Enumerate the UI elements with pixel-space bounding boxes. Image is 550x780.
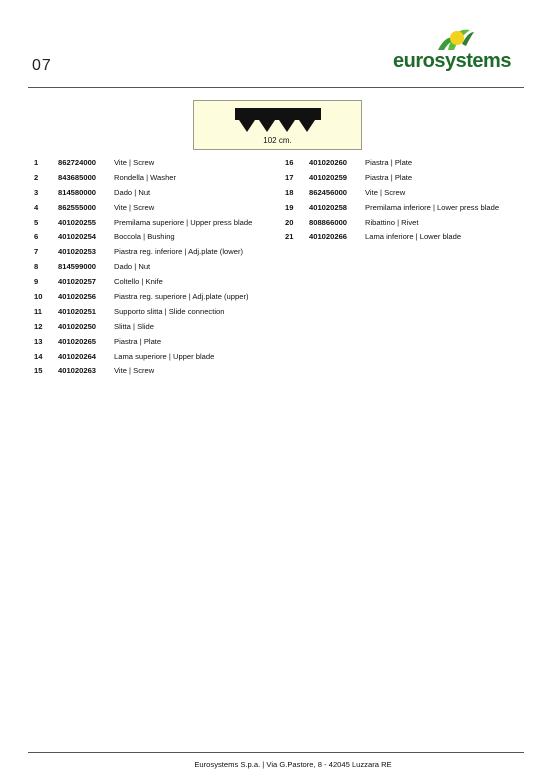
part-num: 18 [285,187,294,197]
part-code: 401020266 [309,232,348,242]
part-desc: Lama inferiore | Lower blade [365,232,462,242]
part-code: 401020251 [58,306,97,316]
part-code: 814580000 [58,187,97,197]
part-desc: Vite | Screw [114,366,155,376]
part-desc: Premilama superiore | Upper press blade [114,217,253,227]
part-num: 21 [285,232,294,242]
company-address: Eurosystems S.p.a. | Via G.Pastore, 8 - 42045 Luzzara RE [194,760,392,769]
part-num: 3 [34,187,39,197]
part-code: 401020260 [309,158,348,167]
blade-teeth-icon [235,108,321,134]
part-num: 12 [34,321,43,331]
part-code: 862555000 [58,202,97,212]
part-desc: Piastra reg. inferiore | Adj.plate (lower) [114,247,244,257]
part-num: 17 [285,172,294,182]
part-num: 2 [34,172,39,182]
part-desc: Dado | Nut [114,187,151,197]
part-desc: Piastra | Plate [114,336,162,346]
part-desc: Slitta | Slide [114,321,154,331]
part-code: 808866000 [309,217,348,227]
page-number: 07 [32,57,52,74]
part-code: 401020265 [58,336,97,346]
header-divider [28,87,524,88]
part-code: 843685000 [58,172,97,182]
part-num: 1 [34,158,39,167]
part-desc: Piastra | Plate [365,158,413,167]
blade-width-caption: 102 cm. [263,136,292,145]
part-desc: Vite | Screw [114,202,155,212]
logo-leaf-icon [436,24,476,52]
part-code: 401020259 [309,172,348,182]
part-desc: Premilama inferiore | Lower press blade [365,202,500,212]
part-code: 401020264 [58,351,97,361]
part-num: 4 [34,202,39,212]
part-num: 10 [34,292,43,302]
part-code: 401020250 [58,321,97,331]
part-num: 8 [34,262,39,272]
part-num: 5 [34,217,39,227]
logo-text: eurosystems [393,50,511,72]
part-code: 401020255 [58,217,97,227]
footer-divider [28,752,524,753]
part-desc: Dado | Nut [114,262,151,272]
part-num: 6 [34,232,39,242]
part-desc: Supporto slitta | Slide connection [114,306,225,316]
part-desc: Piastra reg. superiore | Adj.plate (upper) [114,292,249,302]
part-code: 814599000 [58,262,97,272]
part-num: 11 [34,306,43,316]
part-code: 862724000 [58,158,97,167]
part-desc: Vite | Screw [114,158,155,167]
part-num: 20 [285,217,294,227]
part-num: 19 [285,202,294,212]
part-code: 401020263 [58,366,97,376]
part-code: 401020257 [58,277,97,287]
eurosystems-logo [378,24,526,74]
part-code: 401020256 [58,292,97,302]
part-code: 401020254 [58,232,97,242]
part-num: 15 [34,366,43,376]
part-desc: Coltello | Knife [114,277,163,287]
part-num: 16 [285,158,294,167]
part-num: 13 [34,336,43,346]
part-desc: Vite | Screw [365,187,406,197]
part-num: 9 [34,277,39,287]
part-desc: Piastra | Plate [365,172,413,182]
part-code: 401020258 [309,202,348,212]
part-code: 401020253 [58,247,97,257]
part-desc: Rondella | Washer [114,172,177,182]
part-num: 7 [34,247,39,257]
part-code: 862456000 [309,187,348,197]
blade-diagram [193,100,362,150]
part-num: 14 [34,351,43,361]
footer [0,760,550,769]
part-desc: Boccola | Bushing [114,232,175,242]
part-desc: Lama superiore | Upper blade [114,351,215,361]
part-desc: Ribattino | Rivet [365,217,419,227]
